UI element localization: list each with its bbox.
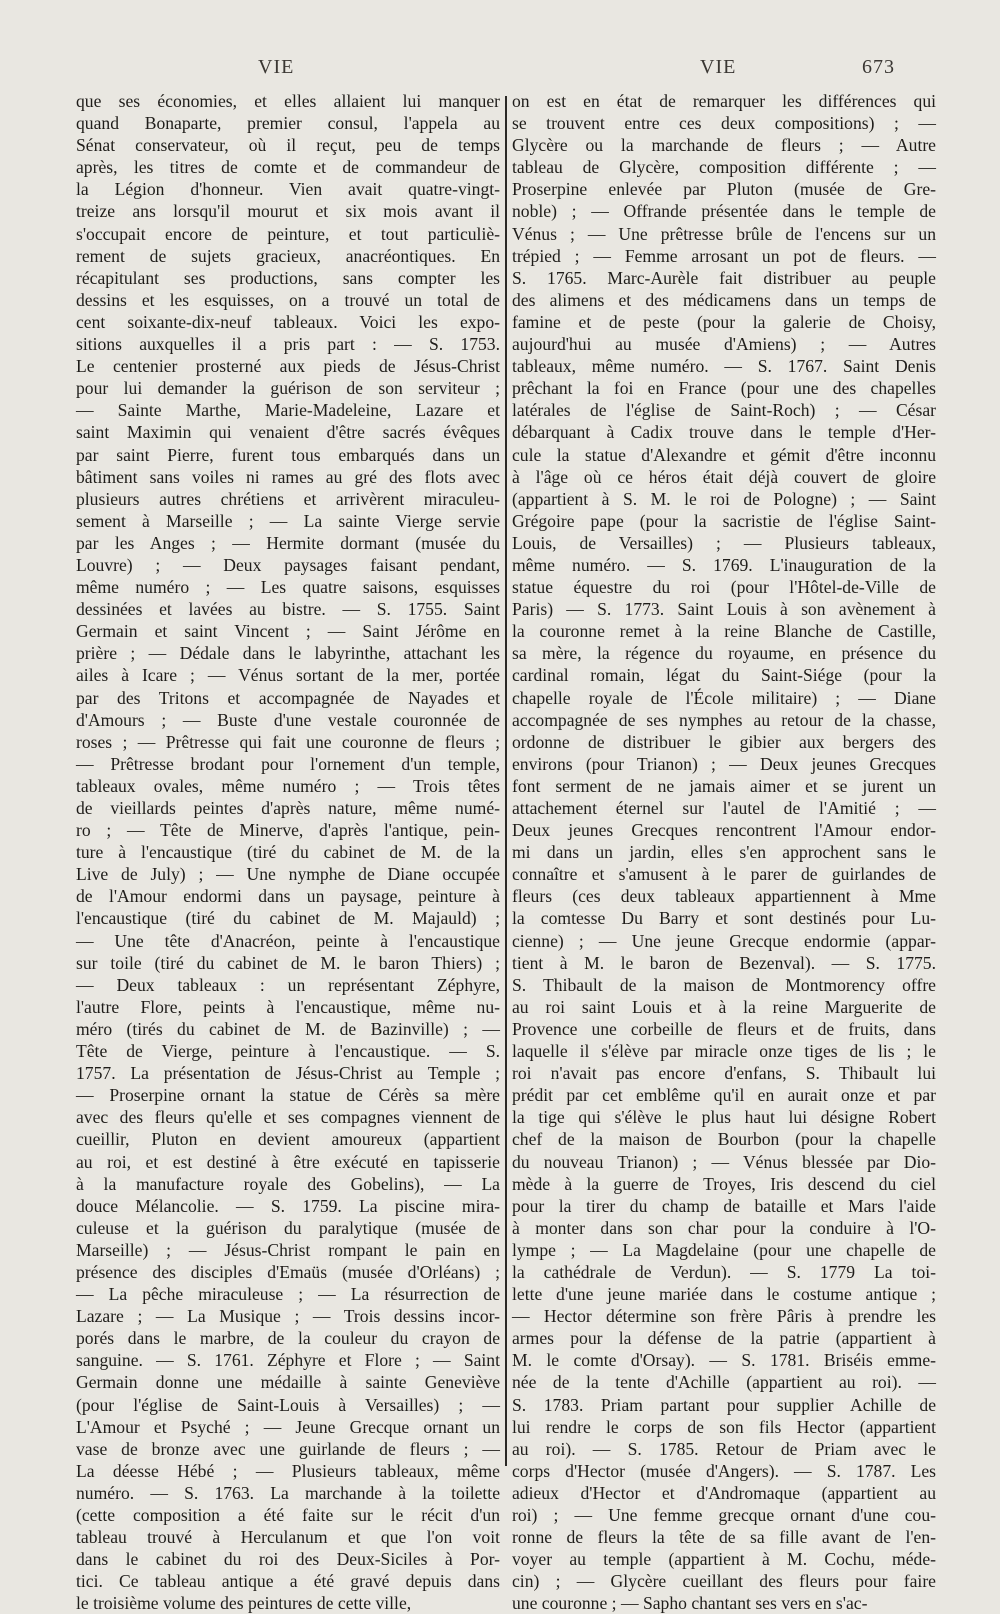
text-line: pour lui demander la guérison de son serviteur ; — [76, 378, 500, 399]
text-line: Marseille) ; — Jésus-Christ rompant le pain en — [76, 1239, 500, 1260]
text-line: chef de la maison de Bourbon (pour la chapelle — [512, 1129, 936, 1150]
text-line: Proserpine enlevée par Pluton (musée de Gre- — [512, 179, 936, 200]
text-line: — Proserpine ornant la statue de Cérès sa mère — [76, 1085, 500, 1106]
text-line: attachement éternel sur l'autel de l'Amitié ; — — [512, 798, 936, 818]
text-line: S. 1765. Marc-Aurèle fait distribuer au peuple — [512, 267, 936, 288]
text-line: chapelle royale de l'École militaire) ; — Diane — [512, 687, 936, 708]
text-line: débarquant à Cadix trouve dans le temple d'Her- — [512, 422, 936, 443]
text-line: des alimens et des médicamens dans un temps de — [512, 289, 936, 310]
text-line: par les Anges ; — Hermite dormant (musée du — [76, 532, 500, 553]
text-line: — Deux tableaux : un représentant Zéphyre, — [76, 974, 500, 995]
running-head-left: VIE — [258, 56, 295, 78]
text-line: l'encaustique (tiré du cabinet de M. Majauld) ; — [76, 908, 500, 929]
text-line: du nouveau Trianon) ; — Vénus blessée par Dio- — [512, 1151, 936, 1172]
text-line: connaître et s'amusent à le parer de guirlandes de — [512, 864, 936, 885]
text-line: — La pêche miraculeuse ; — La résurrection de — [76, 1284, 500, 1305]
right-column — [512, 90, 936, 1614]
text-line: — Prêtresse brodant pour l'ornement d'un temple, — [76, 753, 500, 774]
text-line: S. Thibault de la maison de Montmorency offre — [512, 974, 936, 995]
text-line: le troisième volume des peintures de cette ville, — [76, 1593, 412, 1614]
text-line: adieux d'Hector et d'Andromaque (appartient au — [512, 1482, 936, 1503]
text-line: on est en état de remarquer les différences qui — [512, 91, 936, 111]
text-line: à monter dans son char pour la conduire à l'O- — [512, 1217, 936, 1238]
text-line: présence des disciples d'Emaüs (musée d'Orléans) ; — [76, 1261, 500, 1282]
text-line: cardinal romain, légat du Saint-Siége (pour la — [512, 665, 936, 686]
text-line: sur toile (tiré du cabinet de M. le baron Thiers) ; — [76, 952, 500, 973]
text-line: se trouvent entre ces deux compositions) ; — — [512, 113, 936, 134]
text-line: au roi saint Louis et à la reine Marguerite de — [512, 996, 936, 1017]
text-line: cule la statue d'Alexandre et gémit d'être inconnu — [512, 444, 936, 465]
text-line: Grégoire pape (pour la sacristie de l'église Saint- — [512, 510, 936, 531]
text-line: M. le comte d'Orsay). — S. 1781. Briséis emme- — [512, 1350, 936, 1371]
text-line: une couronne ; — Sapho chantant ses vers en s'ac- — [512, 1593, 868, 1614]
text-line: cienne) ; — Une jeune Grecque endormie (appar- — [512, 930, 936, 951]
text-line: s'occupait encore de peinture, et tout particuliè- — [76, 223, 500, 244]
text-line: vase de bronze avec une guirlande de fleurs ; — — [76, 1438, 500, 1459]
text-line: récapitulant ses productions, sans compter les — [76, 267, 500, 288]
column-rule — [505, 96, 507, 1466]
text-line: — Une tête d'Anacréon, peinte à l'encaustique — [76, 930, 500, 951]
text-line: la tige qui s'élève le plus haut lui désigne Robert — [512, 1107, 936, 1128]
text-line: par saint Pierre, furent tous embarqués dans un — [76, 444, 500, 465]
text-line: lette d'une jeune mariée dans le costume antique ; — [512, 1284, 936, 1305]
text-line: Vénus ; — Une prêtresse brûle de l'encens sur un — [512, 223, 936, 244]
text-line: tableau trouvé à Herculanum et que l'on voit — [76, 1527, 500, 1548]
text-line: tableau de Glycère, composition différente ; — — [512, 157, 936, 178]
text-line: sanguine. — S. 1761. Zéphyre et Flore ; — Saint — [76, 1350, 500, 1371]
text-line: dans le cabinet du roi des Deux-Siciles à Por- — [76, 1549, 500, 1570]
text-line: tient à M. le baron de Bezenval). — S. 1775. — [512, 952, 936, 973]
text-line: aujourd'hui au musée d'Amiens) ; — Autres — [512, 334, 936, 355]
text-line: numéro. — S. 1763. La marchande à la toilette — [76, 1482, 500, 1503]
text-line: accompagnée de ses nymphes au retour de la chasse, — [512, 709, 936, 730]
text-line: treize ans lorsqu'il mourut et six mois avant il — [76, 201, 500, 222]
text-line: laquelle il s'élève par miracle onze tiges de lis ; le — [512, 1041, 936, 1062]
text-line: ture à l'encaustique (tiré du cabinet de M. de la — [76, 842, 500, 863]
text-line: (appartient à S. M. le roi de Pologne) ; — Saint — [512, 488, 936, 509]
text-line: même numéro. — S. 1769. L'inauguration de la — [512, 554, 936, 575]
text-line: quand Bonaparte, premier consul, l'appela au — [76, 113, 500, 134]
text-line: avec des fleurs qu'elle et ses compagnes viennent de — [76, 1107, 500, 1128]
text-line: même numéro ; — Les quatre saisons, esquisses — [76, 577, 500, 598]
text-line: ronne de fleurs la tête de sa fille avant de l'en- — [512, 1527, 936, 1548]
text-line: prière ; — Dédale dans le labyrinthe, attachant les — [76, 643, 500, 664]
text-line: prêchant la foi en France (pour une des chapelles — [512, 378, 936, 399]
text-line: dessinées et lavées au bistre. — S. 1755. Saint — [76, 599, 500, 620]
text-line: lympe ; — La Magdelaine (pour une chapelle de — [512, 1239, 936, 1260]
text-line: cin) ; — Glycère cueillant des fleurs pour faire — [512, 1571, 936, 1592]
text-line: douce Mélancolie. — S. 1759. La piscine mira- — [76, 1195, 500, 1216]
text-line: Provence une corbeille de fleurs et de fruits, dans — [512, 1018, 936, 1039]
text-line: (pour l'église de Saint-Louis à Versailles) ; — — [76, 1394, 500, 1415]
text-line: par des Tritons et accompagnée de Nayades et — [76, 687, 500, 708]
text-line: Louis, de Versailles) ; — Plusieurs tableaux, — [512, 532, 936, 553]
text-line: saint Maximin qui venaient d'être sacrés évêques — [76, 422, 500, 443]
text-line: famine et de peste (pour la galerie de Choisy, — [512, 311, 936, 332]
text-line: ailes à Icare ; — Vénus sortant de la mer, portée — [76, 665, 500, 686]
text-line: tableaux, même numéro. — S. 1767. Saint Denis — [512, 356, 936, 377]
left-column — [76, 90, 500, 1614]
text-line: après, les titres de comte et de commandeur de — [76, 157, 500, 178]
text-line: pour la tirer du champ de bataille et Mars l'aide — [512, 1195, 936, 1216]
text-line: culeuse et la guérison du paralytique (musée de — [76, 1217, 500, 1238]
text-line: 1757. La présentation de Jésus-Christ au Temple ; — [76, 1063, 500, 1084]
text-line: à l'âge où ce héros était déjà couvert de gloire — [512, 466, 936, 487]
text-line: plusieurs autres chrétiens et arrivèrent miraculeu- — [76, 488, 500, 509]
text-line: la Légion d'honneur. Vien avait quatre-vingt- — [76, 179, 500, 200]
text-line: Tête de Vierge, peinture à l'encaustique. — S. — [76, 1041, 500, 1062]
text-line: au roi). — S. 1785. Retour de Priam avec le — [512, 1438, 936, 1459]
text-line: méro (tirés du cabinet de M. de Bazinville) ; — — [76, 1018, 500, 1039]
text-line: roi n'avait pas encore d'enfans, S. Thibault lui — [512, 1063, 936, 1084]
text-line: armes pour la défense de la patrie (appartient à — [512, 1328, 936, 1349]
text-line: La déesse Hébé ; — Plusieurs tableaux, même — [76, 1460, 500, 1481]
text-line: au roi, et est destiné à être exécuté en tapisserie — [76, 1151, 500, 1172]
text-line: la cathédrale de Verdun). — S. 1779 La toi- — [512, 1261, 936, 1282]
text-line: Lazare ; — La Musique ; — Trois dessins incor- — [76, 1306, 500, 1327]
text-line: Sénat conservateur, où il reçut, peu de temps — [76, 135, 500, 156]
text-line: dessins et les esquisses, on a trouvé un total de — [76, 289, 500, 310]
text-line: voyer au temple (appartient à M. Cochu, méde- — [512, 1549, 936, 1570]
text-line: de vieillards peintes d'après nature, même numé- — [76, 798, 500, 818]
text-line: Paris) — S. 1773. Saint Louis à son avènement à — [512, 599, 936, 620]
text-line: la comtesse Du Barry et sont destinés pour Lu- — [512, 908, 936, 929]
text-line: née de la tente d'Achille (appartient au roi). — — [512, 1372, 936, 1393]
text-line: ordonne de distribuer le gibier aux bergers des — [512, 731, 936, 752]
text-line: bâtiment sans voiles ni rames au gré des flots avec — [76, 466, 500, 487]
text-line: à la manufacture royale des Gobelins), — La — [76, 1173, 500, 1194]
text-line: tableaux ovales, même numéro ; — Trois têtes — [76, 775, 500, 796]
text-line: sement à Marseille ; — La sainte Vierge servie — [76, 510, 500, 531]
text-line: lui rendre le corps de son fils Hector (appartient — [512, 1416, 936, 1437]
text-line: d'Amours ; — Buste d'une vestale couronnée de — [76, 709, 500, 730]
text-line: l'autre Flore, peints à l'encaustique, même nu- — [76, 996, 500, 1017]
text-line: Live de July) ; — Une nymphe de Diane occupée — [76, 864, 500, 885]
text-line: Germain et saint Vincent ; — Saint Jérôme en — [76, 621, 500, 642]
text-line: tici. Ce tableau antique a été gravé depuis dans — [76, 1571, 500, 1592]
text-line: Germain donne une médaille à sainte Geneviève — [76, 1372, 500, 1393]
text-line: Louvre) ; — Deux paysages faisant pendant, — [76, 554, 500, 575]
text-line: corps d'Hector (musée d'Angers). — S. 1787. Les — [512, 1460, 936, 1481]
text-line: latérales de l'église de Saint-Roch) ; — César — [512, 400, 936, 421]
text-line: fleurs (ces deux tableaux appartiennent à Mme — [512, 886, 936, 907]
text-line: cent soixante-dix-neuf tableaux. Voici les expo- — [76, 311, 500, 332]
text-line: la couronne remet à la reine Blanche de Castille, — [512, 621, 936, 642]
text-line: Glycère ou la marchande de fleurs ; — Autre — [512, 135, 936, 156]
text-line: L'Amour et Psyché ; — Jeune Grecque ornant un — [76, 1416, 500, 1437]
text-line: — Sainte Marthe, Marie-Madeleine, Lazare et — [76, 400, 500, 421]
text-line: mi dans un jardin, elles s'en approchent sans le — [512, 842, 936, 863]
text-line: sa mère, la régence du royaume, en présence du — [512, 643, 936, 664]
text-line: sitions auxquelles il a pris part : — S. 1753. — [76, 334, 500, 355]
text-line: trépied ; — Femme arrosant un pot de fleurs. — — [512, 245, 936, 266]
text-line: Le centenier prosterné aux pieds de Jésus-Christ — [76, 356, 500, 377]
text-line: roi) ; — Une femme grecque ornant d'une cou- — [512, 1505, 936, 1525]
text-line: de l'Amour endormi dans un paysage, peinture à — [76, 886, 500, 907]
text-line: cueillir, Pluton en devient amoureux (appartient — [76, 1129, 500, 1150]
text-line: S. 1783. Priam partant pour supplier Achille de — [512, 1394, 936, 1415]
text-line: statue équestre du roi (pour l'Hôtel-de-Ville de — [512, 577, 936, 598]
text-line: mède à la guerre de Troyes, Iris descend du ciel — [512, 1173, 936, 1194]
text-line: prédit par cet emblême qu'il en aurait onze et par — [512, 1085, 936, 1106]
text-line: font serment de ne jamais aimer et se jurent un — [512, 775, 936, 796]
text-line: roses ; — Prêtresse qui fait une couronne de fleurs ; — [76, 731, 500, 752]
text-line: Deux jeunes Grecques rencontrent l'Amour endor- — [512, 820, 936, 841]
text-line: rement de sujets gracieux, anacréontiques. En — [76, 245, 500, 266]
text-line: environs (pour Trianon) ; — Deux jeunes Grecques — [512, 753, 936, 774]
text-line: — Hector détermine son frère Pâris à prendre les — [512, 1306, 936, 1327]
text-line: noble) ; — Offrande présentée dans le temple de — [512, 201, 936, 222]
text-line: ro ; — Tête de Minerve, d'après l'antique, pein- — [76, 820, 500, 841]
text-line: porés dans le marbre, de la couleur du crayon de — [76, 1328, 500, 1349]
text-line: (cette composition a été faite sur le récit d'un — [76, 1505, 500, 1525]
page-number: 673 — [862, 56, 895, 78]
text-line: que ses économies, et elles allaient lui manquer — [76, 91, 500, 111]
running-head-center: VIE — [700, 56, 737, 78]
